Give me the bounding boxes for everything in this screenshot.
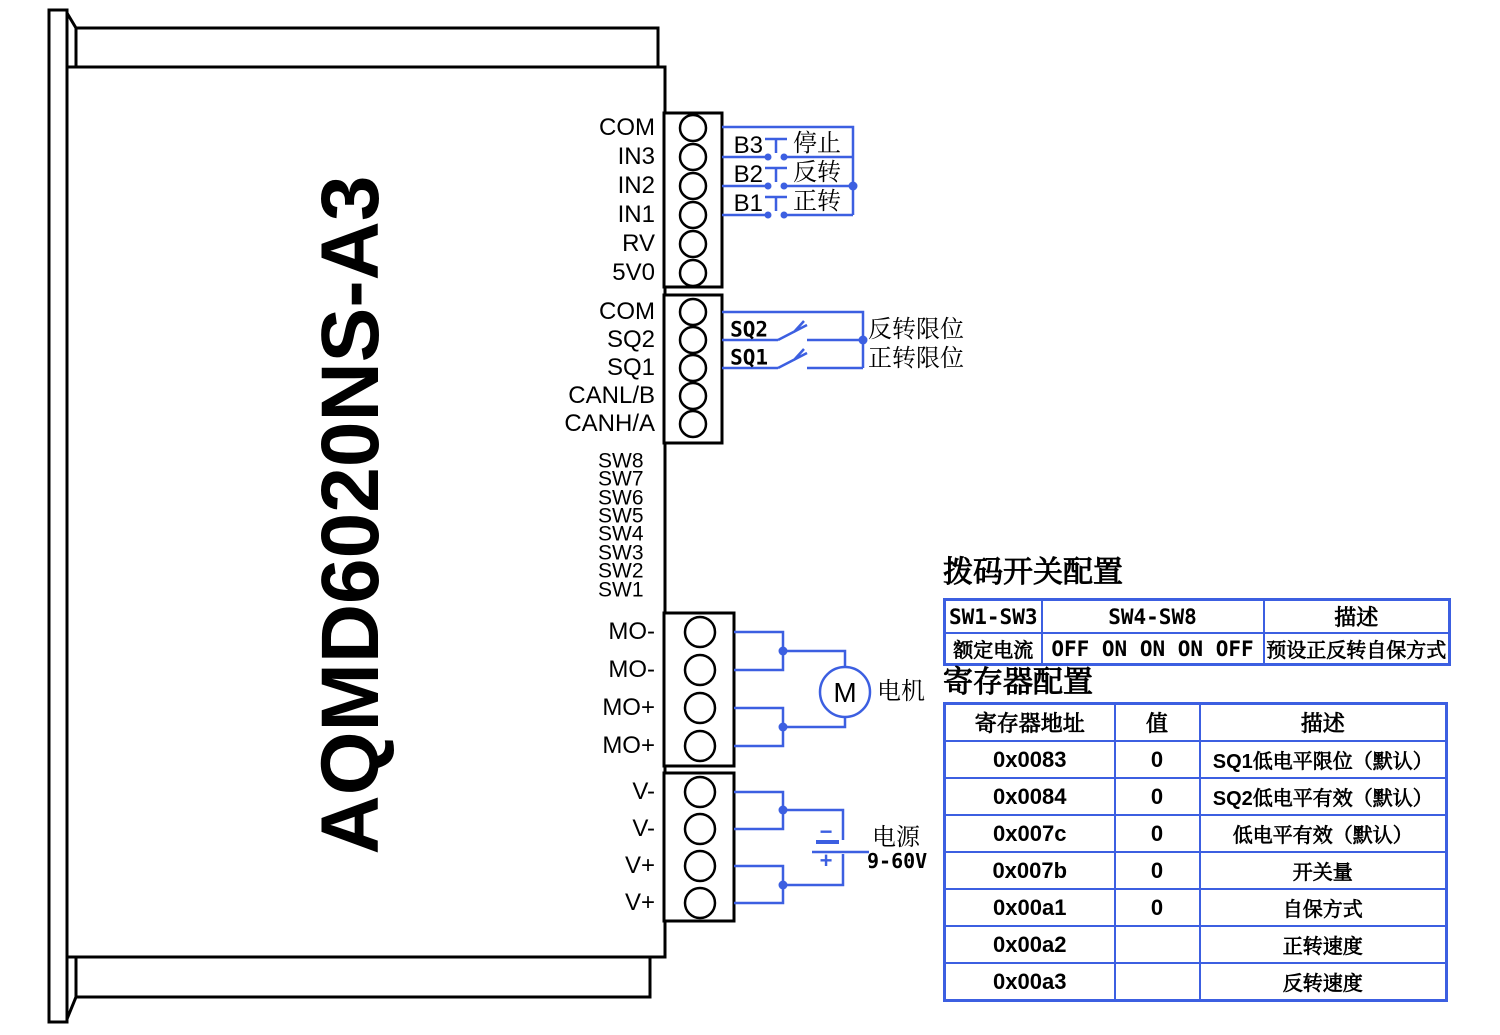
pin-label-v-minus-2: V-	[632, 815, 655, 842]
junction-dot	[859, 336, 868, 345]
pin-label-mo-plus-1: MO+	[602, 694, 655, 721]
mounting-bar	[49, 10, 67, 1022]
reg-desc: SQ2低电平有效（默认）	[1200, 778, 1447, 815]
pin-label-sq2: SQ2	[606, 326, 655, 353]
register-row	[945, 889, 1447, 926]
register-table	[943, 702, 1448, 1002]
dip-header-desc: 描述	[1264, 600, 1450, 634]
pin-5v0	[680, 260, 706, 286]
dip-cell-rated-current: 额定电流	[945, 633, 1042, 665]
junction-dot	[779, 806, 788, 815]
pin-label-5v0: 5V0	[612, 259, 655, 286]
dip-label-sw4: SW4	[598, 522, 644, 546]
dip-label-sw1: SW1	[598, 578, 644, 602]
reg-value: 0	[1115, 815, 1200, 852]
register-row	[945, 963, 1447, 1001]
switch-label-forward-limit: 正转限位	[868, 345, 964, 372]
dip-table-header-row	[945, 600, 1450, 634]
reg-value: 0	[1115, 741, 1200, 778]
pin-label-rv: RV	[622, 230, 655, 257]
pin-rv	[680, 231, 706, 257]
motor-symbol: M	[833, 677, 857, 708]
button-id-b3: B3	[733, 132, 763, 159]
power-label: 电源	[872, 824, 920, 851]
reg-desc: 开关量	[1200, 852, 1447, 889]
reg-desc: SQ1低电平限位（默认）	[1200, 741, 1447, 778]
pin-canha	[680, 411, 706, 437]
reg-addr: 0x007c	[945, 815, 1115, 852]
register-row	[945, 778, 1447, 815]
battery-plus-sign: +	[819, 848, 833, 873]
pin-label-v-plus-2: V+	[624, 889, 655, 916]
pin-label-canha: CANH/A	[564, 410, 655, 437]
pin-v-minus-2	[685, 814, 715, 844]
register-table-header-row	[945, 704, 1447, 742]
dip-header-sw4-sw8: SW4-SW8	[1042, 600, 1264, 634]
pin-v-minus-1	[685, 777, 715, 807]
dip-cell-desc: 预设正反转自保方式	[1264, 633, 1450, 665]
v-minus-wire-2	[734, 810, 783, 829]
reg-desc: 低电平有效（默认）	[1200, 815, 1447, 852]
button-id-b2: B2	[733, 161, 763, 188]
junction-dot	[779, 647, 788, 656]
reg-addr: 0x007b	[945, 852, 1115, 889]
reg-value: 0	[1115, 889, 1200, 926]
reg-desc: 反转速度	[1200, 963, 1447, 1001]
mo-minus-wire-2	[734, 651, 783, 670]
button-label-forward: 正转	[793, 188, 841, 215]
reg-desc: 正转速度	[1200, 926, 1447, 963]
pin-label-v-minus-1: V-	[632, 778, 655, 805]
junction-dot	[779, 881, 788, 890]
dip-label-sw5: SW5	[598, 504, 644, 528]
device-model-label: AQMD6020NS-A3	[305, 175, 396, 855]
v-plus-wire-1	[734, 866, 783, 885]
switch-id-sq2: SQ2	[730, 317, 768, 342]
power-wiring	[734, 792, 869, 903]
dip-label-sw7: SW7	[598, 467, 644, 491]
limit-switch-sq2	[778, 321, 807, 340]
pin-mo-minus-2	[685, 655, 715, 685]
pin-label-com1: COM	[599, 114, 655, 141]
reg-value: 0	[1115, 852, 1200, 889]
power-voltage-range: 9-60V	[867, 849, 928, 873]
dip-label-sw6: SW6	[598, 486, 644, 510]
switch-label-reverse-limit: 反转限位	[868, 316, 964, 343]
top-fin	[76, 28, 658, 67]
register-row	[945, 815, 1447, 852]
register-row	[945, 926, 1447, 963]
pin-label-in1: IN1	[617, 201, 655, 228]
push-button-b1	[765, 197, 787, 211]
battery-positive-wire	[783, 854, 843, 885]
reg-value: 0	[1115, 778, 1200, 815]
register-table-title: 寄存器配置	[943, 666, 1093, 699]
switch-id-sq1: SQ1	[730, 345, 768, 370]
button-id-b1: B1	[733, 190, 763, 217]
limit-switch-sq1	[778, 349, 807, 368]
pin-mo-minus-1	[685, 617, 715, 647]
reg-addr: 0x0083	[945, 741, 1115, 778]
register-row	[945, 741, 1447, 778]
battery-minus-sign: −	[819, 819, 833, 844]
register-row	[945, 852, 1447, 889]
pin-v-plus-2	[685, 888, 715, 918]
dip-table-row	[945, 633, 1450, 665]
v-plus-wire-2	[734, 885, 783, 903]
pin-mo-plus-1	[685, 693, 715, 723]
dip-table-title: 拨码开关配置	[943, 556, 1123, 589]
dip-cell-switch-states: OFF ON ON ON OFF	[1042, 633, 1264, 665]
reg-value	[1115, 963, 1200, 1001]
pin-label-canlb: CANL/B	[568, 382, 655, 409]
pin-label-mo-minus-1: MO-	[608, 618, 655, 645]
pin-label-in3: IN3	[617, 143, 655, 170]
pin-label-mo-minus-2: MO-	[608, 656, 655, 683]
reg-desc: 自保方式	[1200, 889, 1447, 926]
reg-header-value: 值	[1115, 704, 1200, 742]
dip-label-sw8: SW8	[598, 449, 644, 473]
push-button-b2	[765, 168, 787, 182]
push-button-b3	[765, 139, 787, 153]
dip-table	[943, 598, 1451, 666]
reg-addr: 0x00a3	[945, 963, 1115, 1001]
reg-addr: 0x00a1	[945, 889, 1115, 926]
pin-label-sq1: SQ1	[606, 354, 655, 381]
button-label-reverse: 反转	[793, 159, 841, 186]
pin-label-com2: COM	[599, 298, 655, 325]
junction-dot	[849, 182, 858, 191]
reg-value	[1115, 926, 1200, 963]
junction-dot	[779, 723, 788, 732]
reg-header-address: 寄存器地址	[945, 704, 1115, 742]
pin-label-in2: IN2	[617, 172, 655, 199]
mo-plus-wire-2	[734, 727, 783, 746]
pin-label-mo-plus-2: MO+	[602, 732, 655, 759]
motor-label: 电机	[877, 678, 925, 705]
pin-v-plus-1	[685, 851, 715, 881]
pin-canlb	[680, 383, 706, 409]
reg-header-desc: 描述	[1200, 704, 1447, 742]
reg-addr: 0x0084	[945, 778, 1115, 815]
button-label-stop: 停止	[793, 130, 841, 157]
pin-label-v-plus-1: V+	[624, 852, 655, 879]
dip-header-sw1-sw3: SW1-SW3	[945, 600, 1042, 634]
bottom-fin	[76, 957, 650, 997]
pin-mo-plus-2	[685, 731, 715, 761]
dip-label-sw2: SW2	[598, 559, 644, 583]
reg-addr: 0x00a2	[945, 926, 1115, 963]
dip-label-sw3: SW3	[598, 541, 644, 565]
mo-minus-wire-1	[734, 632, 845, 667]
